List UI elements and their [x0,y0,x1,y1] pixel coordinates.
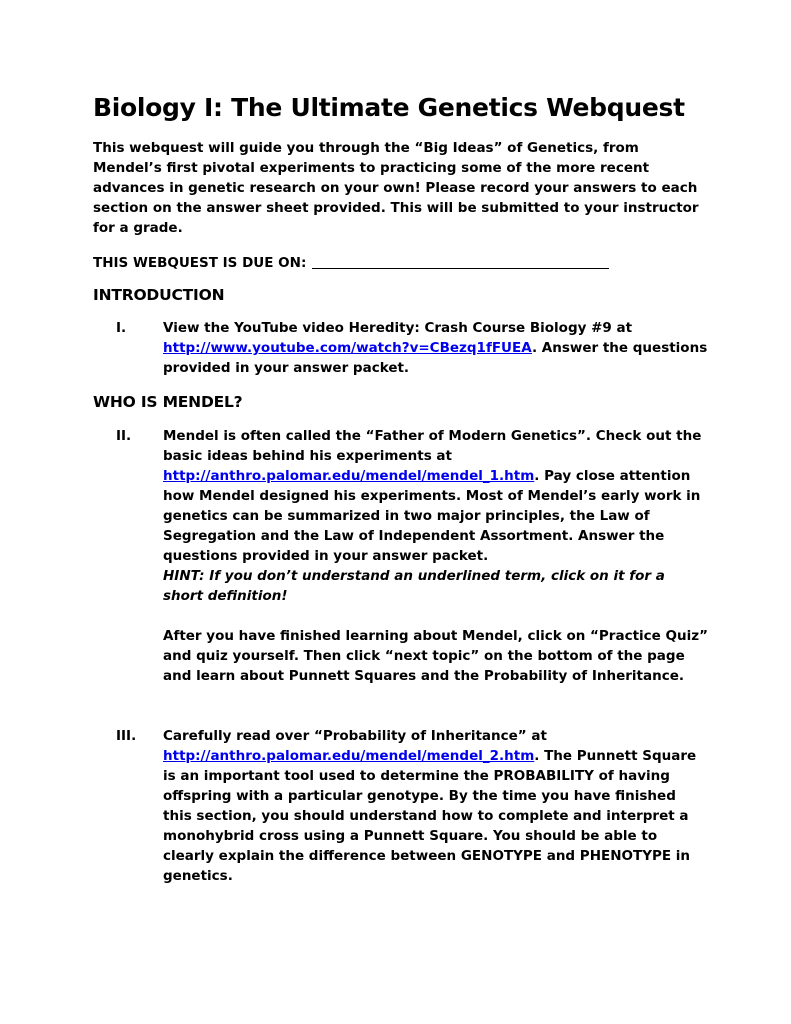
item-3-body [163,726,708,886]
introduction-heading: INTRODUCTION [93,286,225,304]
due-date-blank [312,254,609,269]
mendel-1-link[interactable]: http://anthro.palomar.edu/mendel/mendel_1.htm [163,468,535,484]
item-3-numeral: III. [116,728,137,744]
item-2-text-after: . Pay close attention how Mendel designed his experiments. Most of Mendel’s early work in genetics can be summarized in two major principles, the Law of Segregation and the Law of Independent Assortment. Answer the questions provided in your answer packet. [163,468,701,564]
mendel-2-link[interactable]: http://anthro.palomar.edu/mendel/mendel_2.htm [163,748,535,764]
followup-text: After you have finished learning about Mendel, click on “Practice Quiz” and quiz yourself. Then click “next topic” on the bottom of the page and learn about Punnett Squares and the Probability of Inheritance. [163,628,708,684]
document-title: Biology I: The Ultimate Genetics Webquest [93,93,685,122]
youtube-link[interactable]: http://www.youtube.com/watch?v=CBezq1fFUEA [163,340,532,356]
item-1-numeral: I. [116,320,127,336]
due-date-line [93,253,609,273]
item-2-body [163,426,708,686]
item-3-text: Carefully read over “Probability of Inheritance” at [163,728,547,744]
who-is-mendel-heading: WHO IS MENDEL? [93,393,243,411]
item-1-body [163,318,708,378]
item-1-text: View the YouTube video Heredity: Crash Course Biology #9 at [163,320,633,336]
hint-text: HINT: If you don’t understand an underlined term, click on it for a short definition! [163,568,665,604]
item-2-text: Mendel is often called the “Father of Modern Genetics”. Check out the basic ideas behind his experiments at [163,428,702,464]
due-date-label: THIS WEBQUEST IS DUE ON: [93,255,307,271]
item-2-numeral: II. [116,428,132,444]
item-1-text-after: . Answer the questions provided in your answer packet. [163,340,708,376]
intro-paragraph: This webquest will guide you through the “Big Ideas” of Genetics, from Mendel’s first pivotal experiments to practicing some of the more recent advances in genetic research on your own! Please record your answers to each section on the answer sheet provided. This will be submitted to your instructor for a grade. [93,140,699,236]
item-3-text-after: . The Punnett Square is an important tool used to determine the PROBABILITY of having offspring with a particular genotype. By the time you have finished this section, you should understand how to complete and interpret a monohybrid cross using a Punnett Square. You should be able to clearly explain the difference between GENOTYPE and PHENOTYPE in genetics. [163,748,697,884]
